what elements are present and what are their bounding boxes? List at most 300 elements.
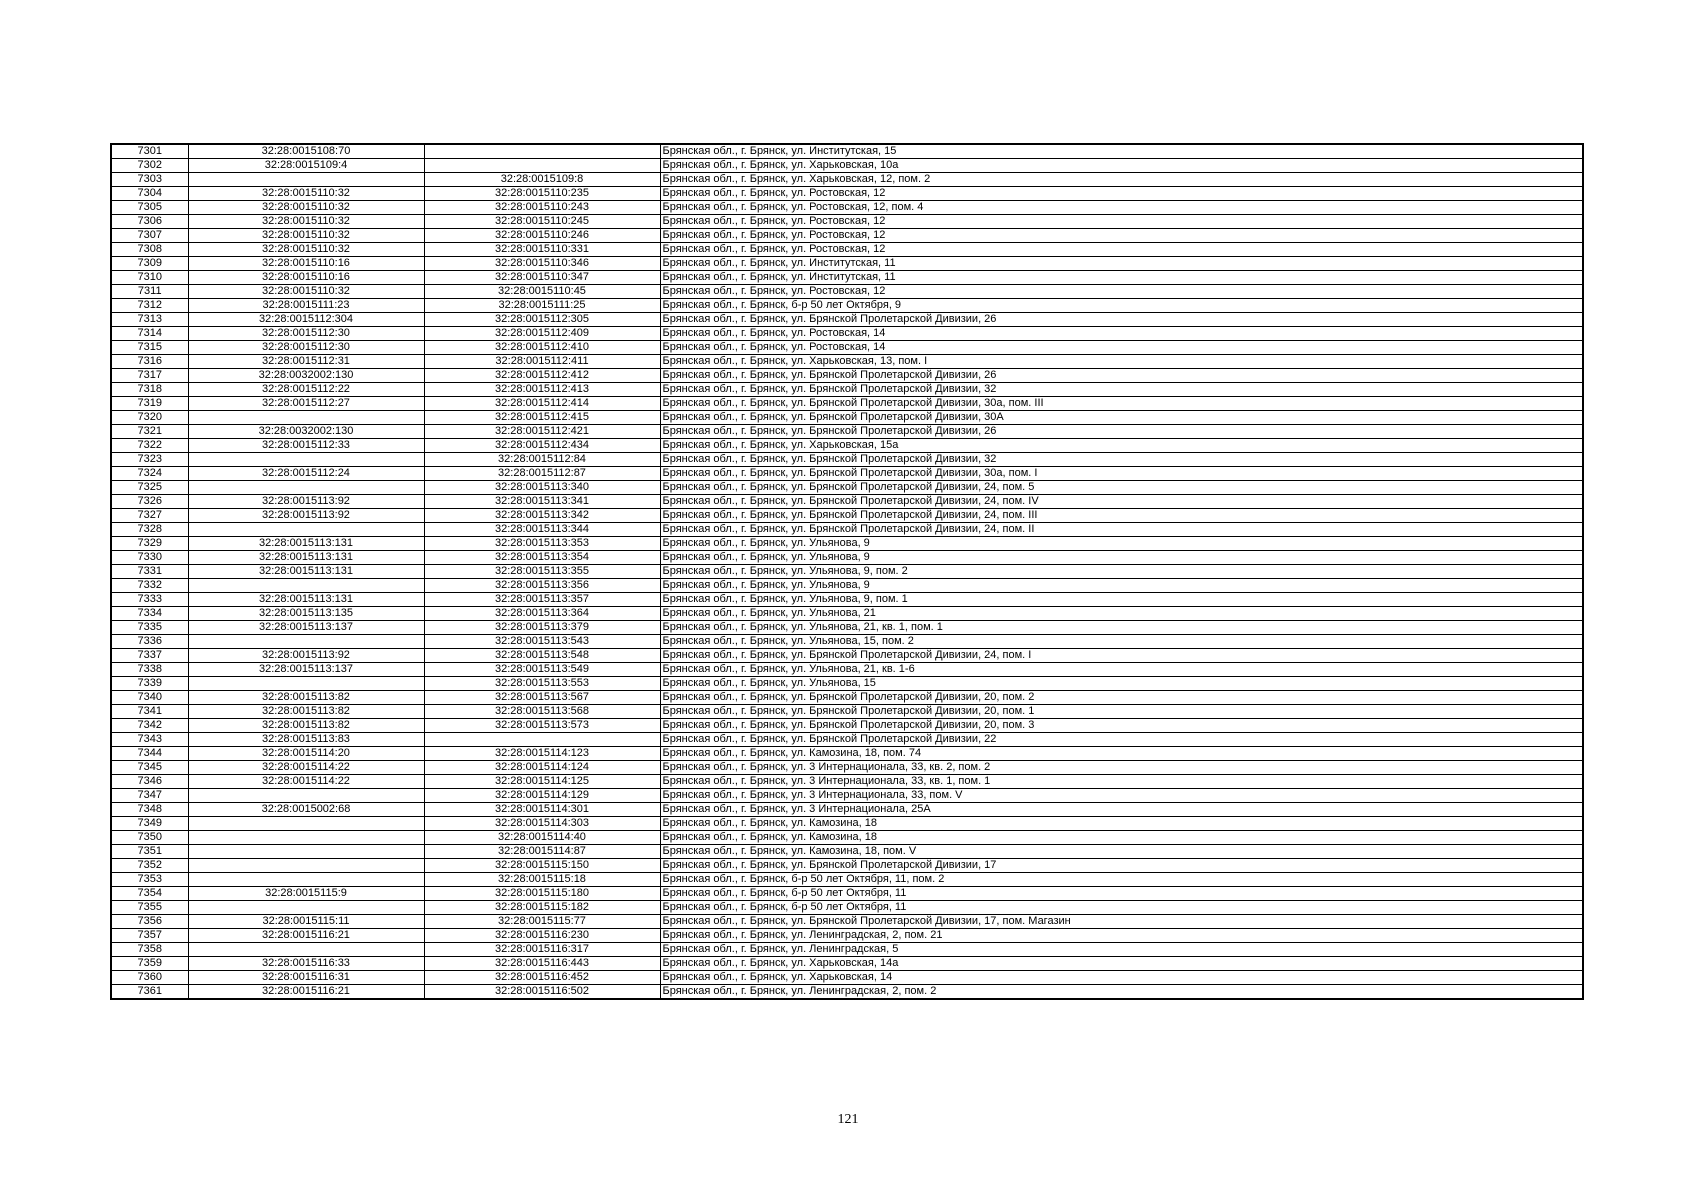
table-row: [111, 215, 1583, 229]
table-row: [111, 271, 1583, 285]
object-cadastral-number-cell: 32:28:0015114:125: [424, 775, 660, 789]
address-cell: Брянская обл., г. Брянск, ул. Брянской Пролетарской Дивизии, 24, пом. IV: [660, 495, 1583, 509]
land-cadastral-number-cell: [188, 873, 424, 887]
object-cadastral-number-cell: 32:28:0015115:150: [424, 859, 660, 873]
table-row: [111, 383, 1583, 397]
land-cadastral-number-cell: 32:28:0015112:33: [188, 439, 424, 453]
object-cadastral-number-cell: 32:28:0015113:357: [424, 593, 660, 607]
table-row: [111, 635, 1583, 649]
address-cell: Брянская обл., г. Брянск, ул. Харьковская, 14: [660, 971, 1583, 985]
table-row: [111, 509, 1583, 523]
land-cadastral-number-cell: 32:28:0015113:83: [188, 733, 424, 747]
address-cell: Брянская обл., г. Брянск, ул. Брянской Пролетарской Дивизии, 22: [660, 733, 1583, 747]
object-cadastral-number-cell: 32:28:0015113:553: [424, 677, 660, 691]
address-cell: Брянская обл., г. Брянск, ул. Брянской Пролетарской Дивизии, 32: [660, 383, 1583, 397]
land-cadastral-number-cell: [188, 453, 424, 467]
row-number-cell: 7326: [111, 495, 188, 509]
land-cadastral-number-cell: [188, 481, 424, 495]
row-number-cell: 7320: [111, 411, 188, 425]
land-cadastral-number-cell: 32:28:0015116:33: [188, 957, 424, 971]
object-cadastral-number-cell: 32:28:0015110:243: [424, 201, 660, 215]
address-cell: Брянская обл., г. Брянск, б-р 50 лет Октября, 11: [660, 887, 1583, 901]
table-row: [111, 719, 1583, 733]
land-cadastral-number-cell: 32:28:0015114:22: [188, 761, 424, 775]
object-cadastral-number-cell: 32:28:0015114:301: [424, 803, 660, 817]
object-cadastral-number-cell: 32:28:0015110:45: [424, 285, 660, 299]
land-cadastral-number-cell: 32:28:0015110:16: [188, 271, 424, 285]
land-cadastral-number-cell: 32:28:0015110:32: [188, 243, 424, 257]
address-cell: Брянская обл., г. Брянск, ул. Ульянова, 15: [660, 677, 1583, 691]
land-cadastral-number-cell: 32:28:0015113:82: [188, 705, 424, 719]
address-cell: Брянская обл., г. Брянск, ул. Брянской Пролетарской Дивизии, 24, пом. III: [660, 509, 1583, 523]
object-cadastral-number-cell: 32:28:0015113:568: [424, 705, 660, 719]
table-row: [111, 144, 1583, 159]
address-cell: Брянская обл., г. Брянск, ул. Ульянова, 9: [660, 579, 1583, 593]
table-row: [111, 607, 1583, 621]
land-cadastral-number-cell: 32:28:0015112:304: [188, 313, 424, 327]
land-cadastral-number-cell: [188, 901, 424, 915]
table-row: [111, 173, 1583, 187]
row-number-cell: 7313: [111, 313, 188, 327]
object-cadastral-number-cell: 32:28:0015115:182: [424, 901, 660, 915]
table-row: [111, 439, 1583, 453]
land-cadastral-number-cell: 32:28:0015113:92: [188, 495, 424, 509]
row-number-cell: 7319: [111, 397, 188, 411]
table-row: [111, 929, 1583, 943]
land-cadastral-number-cell: 32:28:0015113:92: [188, 649, 424, 663]
row-number-cell: 7356: [111, 915, 188, 929]
address-cell: Брянская обл., г. Брянск, ул. 3 Интернационала, 25А: [660, 803, 1583, 817]
object-cadastral-number-cell: 32:28:0015114:129: [424, 789, 660, 803]
land-cadastral-number-cell: [188, 411, 424, 425]
row-number-cell: 7359: [111, 957, 188, 971]
table-row: [111, 411, 1583, 425]
row-number-cell: 7345: [111, 761, 188, 775]
address-cell: Брянская обл., г. Брянск, ул. Брянской Пролетарской Дивизии, 30а, пом. III: [660, 397, 1583, 411]
page-number: 121: [837, 1112, 859, 1127]
object-cadastral-number-cell: 32:28:0015113:355: [424, 565, 660, 579]
land-cadastral-number-cell: [188, 173, 424, 187]
land-cadastral-number-cell: 32:28:0015108:70: [188, 144, 424, 159]
object-cadastral-number-cell: 32:28:0015113:340: [424, 481, 660, 495]
object-cadastral-number-cell: 32:28:0015110:346: [424, 257, 660, 271]
land-cadastral-number-cell: 32:28:0015113:92: [188, 509, 424, 523]
land-cadastral-number-cell: 32:28:0015112:24: [188, 467, 424, 481]
table-row: [111, 397, 1583, 411]
row-number-cell: 7315: [111, 341, 188, 355]
row-number-cell: 7306: [111, 215, 188, 229]
address-cell: Брянская обл., г. Брянск, б-р 50 лет Октября, 11: [660, 901, 1583, 915]
address-cell: Брянская обл., г. Брянск, ул. Ростовская, 12: [660, 215, 1583, 229]
address-cell: Брянская обл., г. Брянск, б-р 50 лет Октября, 11, пом. 2: [660, 873, 1583, 887]
object-cadastral-number-cell: 32:28:0015111:25: [424, 299, 660, 313]
table-row: [111, 467, 1583, 481]
table-row: [111, 873, 1583, 887]
object-cadastral-number-cell: 32:28:0015112:410: [424, 341, 660, 355]
row-number-cell: 7336: [111, 635, 188, 649]
address-cell: Брянская обл., г. Брянск, ул. Брянской Пролетарской Дивизии, 24, пом. I: [660, 649, 1583, 663]
land-cadastral-number-cell: 32:28:0015116:21: [188, 985, 424, 1000]
row-number-cell: 7343: [111, 733, 188, 747]
object-cadastral-number-cell: 32:28:0015112:409: [424, 327, 660, 341]
address-cell: Брянская обл., г. Брянск, ул. Ульянова, 9: [660, 551, 1583, 565]
object-cadastral-number-cell: 32:28:0015116:230: [424, 929, 660, 943]
object-cadastral-number-cell: 32:28:0015113:573: [424, 719, 660, 733]
table-row: [111, 425, 1583, 439]
address-cell: Брянская обл., г. Брянск, ул. Брянской Пролетарской Дивизии, 30а, пом. I: [660, 467, 1583, 481]
object-cadastral-number-cell: 32:28:0015112:305: [424, 313, 660, 327]
row-number-cell: 7351: [111, 845, 188, 859]
address-cell: Брянская обл., г. Брянск, ул. Камозина, 18: [660, 817, 1583, 831]
object-cadastral-number-cell: 32:28:0015113:341: [424, 495, 660, 509]
address-cell: Брянская обл., г. Брянск, ул. Ростовская, 14: [660, 327, 1583, 341]
row-number-cell: 7344: [111, 747, 188, 761]
object-cadastral-number-cell: [424, 144, 660, 159]
table-row: [111, 677, 1583, 691]
address-cell: Брянская обл., г. Брянск, ул. Ульянова, 21: [660, 607, 1583, 621]
object-cadastral-number-cell: [424, 733, 660, 747]
row-number-cell: 7322: [111, 439, 188, 453]
address-cell: Брянская обл., г. Брянск, ул. Ульянова, 9: [660, 537, 1583, 551]
table-row: [111, 229, 1583, 243]
land-cadastral-number-cell: 32:28:0015113:82: [188, 719, 424, 733]
address-cell: Брянская обл., г. Брянск, ул. Брянской Пролетарской Дивизии, 24, пом. II: [660, 523, 1583, 537]
address-cell: Брянская обл., г. Брянск, ул. 3 Интернационала, 33, кв. 2, пом. 2: [660, 761, 1583, 775]
object-cadastral-number-cell: 32:28:0015114:124: [424, 761, 660, 775]
table-row: [111, 971, 1583, 985]
row-number-cell: 7314: [111, 327, 188, 341]
row-number-cell: 7332: [111, 579, 188, 593]
land-cadastral-number-cell: 32:28:0015116:21: [188, 929, 424, 943]
table-row: [111, 201, 1583, 215]
object-cadastral-number-cell: 32:28:0015116:452: [424, 971, 660, 985]
address-cell: Брянская обл., г. Брянск, ул. Ульянова, 9, пом. 1: [660, 593, 1583, 607]
land-cadastral-number-cell: [188, 789, 424, 803]
table-row: [111, 453, 1583, 467]
object-cadastral-number-cell: 32:28:0015110:246: [424, 229, 660, 243]
table-row: [111, 859, 1583, 873]
object-cadastral-number-cell: 32:28:0015114:303: [424, 817, 660, 831]
land-cadastral-number-cell: 32:28:0015112:30: [188, 327, 424, 341]
row-number-cell: 7354: [111, 887, 188, 901]
table-row: [111, 817, 1583, 831]
address-cell: Брянская обл., г. Брянск, ул. Брянской Пролетарской Дивизии, 26: [660, 313, 1583, 327]
land-cadastral-number-cell: 32:28:0015109:4: [188, 159, 424, 173]
object-cadastral-number-cell: 32:28:0015112:421: [424, 425, 660, 439]
object-cadastral-number-cell: 32:28:0015113:543: [424, 635, 660, 649]
table-row: [111, 775, 1583, 789]
land-cadastral-number-cell: 32:28:0015114:22: [188, 775, 424, 789]
address-cell: Брянская обл., г. Брянск, ул. 3 Интернационала, 33, пом. V: [660, 789, 1583, 803]
address-cell: Брянская обл., г. Брянск, ул. Брянской Пролетарской Дивизии, 20, пом. 2: [660, 691, 1583, 705]
row-number-cell: 7309: [111, 257, 188, 271]
row-number-cell: 7321: [111, 425, 188, 439]
address-cell: Брянская обл., г. Брянск, ул. Брянской Пролетарской Дивизии, 20, пом. 3: [660, 719, 1583, 733]
table-row: [111, 691, 1583, 705]
registry-body: [111, 144, 1583, 999]
object-cadastral-number-cell: 32:28:0015112:413: [424, 383, 660, 397]
row-number-cell: 7317: [111, 369, 188, 383]
row-number-cell: 7311: [111, 285, 188, 299]
land-cadastral-number-cell: 32:28:0015112:31: [188, 355, 424, 369]
land-cadastral-number-cell: 32:28:0015112:27: [188, 397, 424, 411]
object-cadastral-number-cell: 32:28:0015114:40: [424, 831, 660, 845]
table-row: [111, 187, 1583, 201]
object-cadastral-number-cell: 32:28:0015113:364: [424, 607, 660, 621]
row-number-cell: 7349: [111, 817, 188, 831]
row-number-cell: 7347: [111, 789, 188, 803]
land-cadastral-number-cell: 32:28:0015113:131: [188, 565, 424, 579]
object-cadastral-number-cell: 32:28:0015112:412: [424, 369, 660, 383]
land-cadastral-number-cell: 32:28:0015113:131: [188, 593, 424, 607]
row-number-cell: 7338: [111, 663, 188, 677]
object-cadastral-number-cell: 32:28:0015112:411: [424, 355, 660, 369]
table-row: [111, 985, 1583, 1000]
address-cell: Брянская обл., г. Брянск, ул. Камозина, 18, пом. 74: [660, 747, 1583, 761]
address-cell: Брянская обл., г. Брянск, ул. Харьковская, 13, пом. I: [660, 355, 1583, 369]
table-row: [111, 747, 1583, 761]
row-number-cell: 7355: [111, 901, 188, 915]
table-row: [111, 327, 1583, 341]
row-number-cell: 7337: [111, 649, 188, 663]
address-cell: Брянская обл., г. Брянск, ул. Институтская, 11: [660, 257, 1583, 271]
table-row: [111, 257, 1583, 271]
table-row: [111, 957, 1583, 971]
table-row: [111, 159, 1583, 173]
table-row: [111, 831, 1583, 845]
land-cadastral-number-cell: [188, 523, 424, 537]
row-number-cell: 7328: [111, 523, 188, 537]
table-row: [111, 481, 1583, 495]
table-row: [111, 313, 1583, 327]
object-cadastral-number-cell: [424, 159, 660, 173]
table-row: [111, 523, 1583, 537]
row-number-cell: 7329: [111, 537, 188, 551]
row-number-cell: 7335: [111, 621, 188, 635]
object-cadastral-number-cell: 32:28:0015112:415: [424, 411, 660, 425]
land-cadastral-number-cell: 32:28:0015112:30: [188, 341, 424, 355]
table-row: [111, 789, 1583, 803]
row-number-cell: 7352: [111, 859, 188, 873]
object-cadastral-number-cell: 32:28:0015116:502: [424, 985, 660, 1000]
address-cell: Брянская обл., г. Брянск, ул. Ленинградская, 2, пом. 21: [660, 929, 1583, 943]
land-cadastral-number-cell: 32:28:0032002:130: [188, 369, 424, 383]
address-cell: Брянская обл., г. Брянск, ул. Брянской Пролетарской Дивизии, 17: [660, 859, 1583, 873]
address-cell: Брянская обл., г. Брянск, ул. Ульянова, 9, пом. 2: [660, 565, 1583, 579]
table-row: [111, 495, 1583, 509]
object-cadastral-number-cell: 32:28:0015115:77: [424, 915, 660, 929]
object-cadastral-number-cell: 32:28:0015112:84: [424, 453, 660, 467]
row-number-cell: 7307: [111, 229, 188, 243]
table-row: [111, 663, 1583, 677]
address-cell: Брянская обл., г. Брянск, ул. Брянской Пролетарской Дивизии, 26: [660, 425, 1583, 439]
land-cadastral-number-cell: 32:28:0015113:131: [188, 551, 424, 565]
object-cadastral-number-cell: 32:28:0015115:180: [424, 887, 660, 901]
row-number-cell: 7308: [111, 243, 188, 257]
row-number-cell: 7360: [111, 971, 188, 985]
object-cadastral-number-cell: 32:28:0015110:245: [424, 215, 660, 229]
object-cadastral-number-cell: 32:28:0015113:342: [424, 509, 660, 523]
table-row: [111, 299, 1583, 313]
object-cadastral-number-cell: 32:28:0015114:87: [424, 845, 660, 859]
row-number-cell: 7312: [111, 299, 188, 313]
row-number-cell: 7353: [111, 873, 188, 887]
table-row: [111, 551, 1583, 565]
object-cadastral-number-cell: 32:28:0015112:414: [424, 397, 660, 411]
row-number-cell: 7334: [111, 607, 188, 621]
table-row: [111, 341, 1583, 355]
address-cell: Брянская обл., г. Брянск, ул. Ульянова, 15, пом. 2: [660, 635, 1583, 649]
land-cadastral-number-cell: [188, 943, 424, 957]
address-cell: Брянская обл., г. Брянск, б-р 50 лет Октября, 9: [660, 299, 1583, 313]
table-row: [111, 943, 1583, 957]
land-cadastral-number-cell: 32:28:0015113:135: [188, 607, 424, 621]
land-cadastral-number-cell: [188, 677, 424, 691]
address-cell: Брянская обл., г. Брянск, ул. Ростовская, 12: [660, 285, 1583, 299]
object-cadastral-number-cell: 32:28:0015114:123: [424, 747, 660, 761]
land-cadastral-number-cell: 32:28:0015110:32: [188, 285, 424, 299]
object-cadastral-number-cell: 32:28:0015110:347: [424, 271, 660, 285]
address-cell: Брянская обл., г. Брянск, ул. Камозина, 18, пом. V: [660, 845, 1583, 859]
land-cadastral-number-cell: 32:28:0015110:32: [188, 187, 424, 201]
address-cell: Брянская обл., г. Брянск, ул. Брянской Пролетарской Дивизии, 17, пом. Магазин: [660, 915, 1583, 929]
object-cadastral-number-cell: 32:28:0015109:8: [424, 173, 660, 187]
address-cell: Брянская обл., г. Брянск, ул. Харьковская, 14а: [660, 957, 1583, 971]
row-number-cell: 7342: [111, 719, 188, 733]
land-cadastral-number-cell: 32:28:0015113:137: [188, 621, 424, 635]
table-row: [111, 579, 1583, 593]
address-cell: Брянская обл., г. Брянск, ул. Институтская, 11: [660, 271, 1583, 285]
row-number-cell: 7357: [111, 929, 188, 943]
row-number-cell: 7350: [111, 831, 188, 845]
land-cadastral-number-cell: 32:28:0015110:32: [188, 201, 424, 215]
row-number-cell: 7318: [111, 383, 188, 397]
table-row: [111, 355, 1583, 369]
address-cell: Брянская обл., г. Брянск, ул. Брянской Пролетарской Дивизии, 32: [660, 453, 1583, 467]
address-cell: Брянская обл., г. Брянск, ул. Харьковская, 12, пом. 2: [660, 173, 1583, 187]
land-cadastral-number-cell: 32:28:0015115:9: [188, 887, 424, 901]
object-cadastral-number-cell: 32:28:0015110:235: [424, 187, 660, 201]
land-cadastral-number-cell: [188, 635, 424, 649]
address-cell: Брянская обл., г. Брянск, ул. Ульянова, 21, кв. 1, пом. 1: [660, 621, 1583, 635]
row-number-cell: 7303: [111, 173, 188, 187]
object-cadastral-number-cell: 32:28:0015113:344: [424, 523, 660, 537]
address-cell: Брянская обл., г. Брянск, ул. Ростовская, 14: [660, 341, 1583, 355]
land-cadastral-number-cell: 32:28:0015002:68: [188, 803, 424, 817]
address-cell: Брянская обл., г. Брянск, ул. Камозина, 18: [660, 831, 1583, 845]
row-number-cell: 7333: [111, 593, 188, 607]
table-row: [111, 649, 1583, 663]
table-row: [111, 369, 1583, 383]
row-number-cell: 7304: [111, 187, 188, 201]
table-row: [111, 915, 1583, 929]
row-number-cell: 7330: [111, 551, 188, 565]
land-cadastral-number-cell: 32:28:0015113:82: [188, 691, 424, 705]
address-cell: Брянская обл., г. Брянск, ул. Ленинградская, 5: [660, 943, 1583, 957]
row-number-cell: 7339: [111, 677, 188, 691]
address-cell: Брянская обл., г. Брянск, ул. Брянской Пролетарской Дивизии, 26: [660, 369, 1583, 383]
row-number-cell: 7361: [111, 985, 188, 1000]
address-cell: Брянская обл., г. Брянск, ул. Ростовская, 12: [660, 229, 1583, 243]
row-number-cell: 7301: [111, 144, 188, 159]
land-cadastral-number-cell: [188, 859, 424, 873]
table-row: [111, 285, 1583, 299]
land-cadastral-number-cell: [188, 831, 424, 845]
row-number-cell: 7323: [111, 453, 188, 467]
object-cadastral-number-cell: 32:28:0015113:567: [424, 691, 660, 705]
table-row: [111, 761, 1583, 775]
address-cell: Брянская обл., г. Брянск, ул. Харьковская, 15а: [660, 439, 1583, 453]
land-cadastral-number-cell: [188, 817, 424, 831]
table-row: [111, 845, 1583, 859]
address-cell: Брянская обл., г. Брянск, ул. Ростовская, 12: [660, 243, 1583, 257]
row-number-cell: 7316: [111, 355, 188, 369]
object-cadastral-number-cell: 32:28:0015113:353: [424, 537, 660, 551]
property-registry-table: [110, 143, 1584, 1000]
address-cell: Брянская обл., г. Брянск, ул. Ульянова, 21, кв. 1-6: [660, 663, 1583, 677]
address-cell: Брянская обл., г. Брянск, ул. Институтская, 15: [660, 144, 1583, 159]
address-cell: Брянская обл., г. Брянск, ул. Ростовская, 12: [660, 187, 1583, 201]
address-cell: Брянская обл., г. Брянск, ул. Брянской Пролетарской Дивизии, 24, пом. 5: [660, 481, 1583, 495]
address-cell: Брянская обл., г. Брянск, ул. Ростовская, 12, пом. 4: [660, 201, 1583, 215]
object-cadastral-number-cell: 32:28:0015110:331: [424, 243, 660, 257]
object-cadastral-number-cell: 32:28:0015112:434: [424, 439, 660, 453]
address-cell: Брянская обл., г. Брянск, ул. Брянской Пролетарской Дивизии, 20, пом. 1: [660, 705, 1583, 719]
table-row: [111, 243, 1583, 257]
row-number-cell: 7331: [111, 565, 188, 579]
table-row: [111, 565, 1583, 579]
land-cadastral-number-cell: 32:28:0015110:32: [188, 215, 424, 229]
land-cadastral-number-cell: [188, 579, 424, 593]
land-cadastral-number-cell: 32:28:0015116:31: [188, 971, 424, 985]
land-cadastral-number-cell: 32:28:0015111:23: [188, 299, 424, 313]
row-number-cell: 7325: [111, 481, 188, 495]
address-cell: Брянская обл., г. Брянск, ул. Харьковская, 10а: [660, 159, 1583, 173]
row-number-cell: 7341: [111, 705, 188, 719]
land-cadastral-number-cell: 32:28:0015110:32: [188, 229, 424, 243]
object-cadastral-number-cell: 32:28:0015112:87: [424, 467, 660, 481]
table-row: [111, 537, 1583, 551]
row-number-cell: 7302: [111, 159, 188, 173]
object-cadastral-number-cell: 32:28:0015115:18: [424, 873, 660, 887]
row-number-cell: 7340: [111, 691, 188, 705]
address-cell: Брянская обл., г. Брянск, ул. 3 Интернационала, 33, кв. 1, пом. 1: [660, 775, 1583, 789]
row-number-cell: 7305: [111, 201, 188, 215]
row-number-cell: 7327: [111, 509, 188, 523]
object-cadastral-number-cell: 32:28:0015113:549: [424, 663, 660, 677]
table-row: [111, 621, 1583, 635]
row-number-cell: 7348: [111, 803, 188, 817]
address-cell: Брянская обл., г. Брянск, ул. Брянской Пролетарской Дивизии, 30А: [660, 411, 1583, 425]
table-row: [111, 593, 1583, 607]
row-number-cell: 7324: [111, 467, 188, 481]
row-number-cell: 7310: [111, 271, 188, 285]
table-row: [111, 901, 1583, 915]
object-cadastral-number-cell: 32:28:0015113:548: [424, 649, 660, 663]
table-row: [111, 733, 1583, 747]
land-cadastral-number-cell: 32:28:0015114:20: [188, 747, 424, 761]
land-cadastral-number-cell: 32:28:0015110:16: [188, 257, 424, 271]
object-cadastral-number-cell: 32:28:0015113:356: [424, 579, 660, 593]
object-cadastral-number-cell: 32:28:0015116:317: [424, 943, 660, 957]
table-row: [111, 887, 1583, 901]
row-number-cell: 7358: [111, 943, 188, 957]
land-cadastral-number-cell: 32:28:0015112:22: [188, 383, 424, 397]
object-cadastral-number-cell: 32:28:0015116:443: [424, 957, 660, 971]
land-cadastral-number-cell: 32:28:0032002:130: [188, 425, 424, 439]
land-cadastral-number-cell: 32:28:0015115:11: [188, 915, 424, 929]
land-cadastral-number-cell: [188, 845, 424, 859]
